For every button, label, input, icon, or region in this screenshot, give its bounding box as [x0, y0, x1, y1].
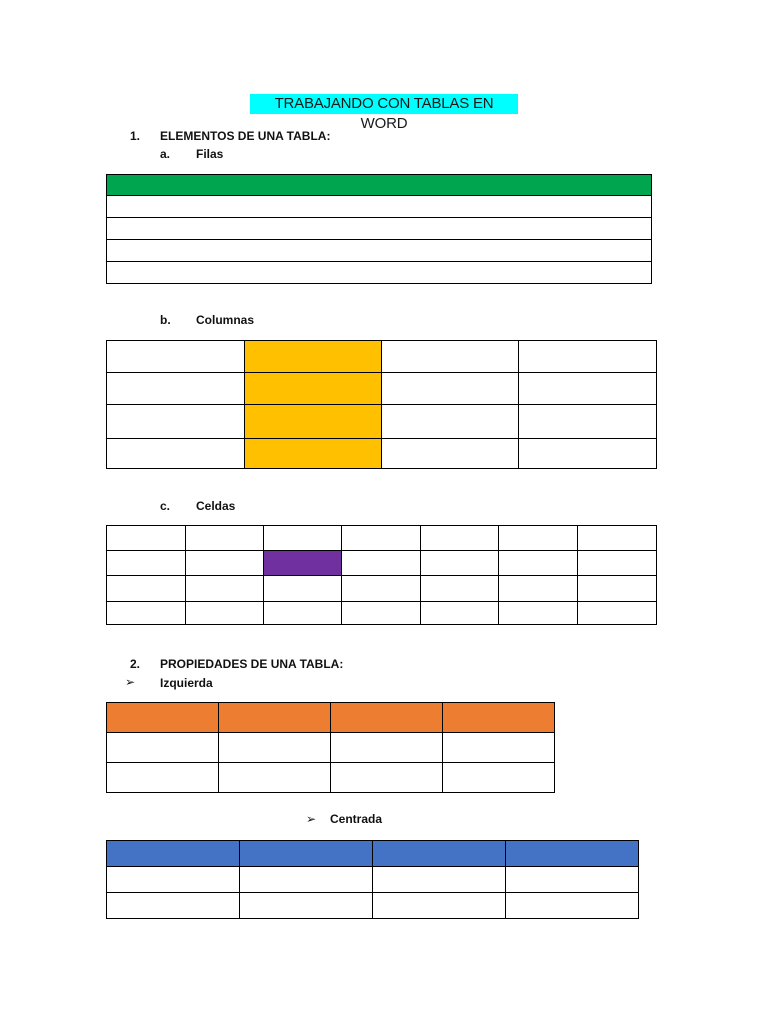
highlighted-column-cell	[245, 439, 382, 469]
highlighted-column-cell	[245, 373, 382, 405]
table-cell	[240, 893, 373, 919]
table-cell	[499, 526, 578, 551]
rows-header-row	[107, 175, 652, 196]
table-cell	[186, 576, 264, 602]
highlighted-cell	[264, 551, 342, 576]
table-cell	[373, 867, 506, 893]
table-cell	[342, 551, 421, 576]
table-cell	[264, 602, 342, 625]
columns-table	[106, 340, 657, 469]
table-cell	[443, 763, 555, 793]
left-aligned-table	[106, 702, 555, 793]
center-aligned-table	[106, 840, 639, 919]
table-cell	[240, 867, 373, 893]
table-cell	[443, 733, 555, 763]
table-cell	[186, 526, 264, 551]
section-2-number: 2.	[130, 657, 141, 671]
table-cell	[519, 373, 657, 405]
table-cell	[421, 551, 499, 576]
section-2-heading: PROPIEDADES DE UNA TABLA:	[160, 657, 344, 671]
highlighted-column-cell	[245, 405, 382, 439]
table-cell	[519, 405, 657, 439]
table-cell	[107, 439, 245, 469]
table-cell	[342, 602, 421, 625]
table-cell	[578, 526, 657, 551]
table-cell	[107, 733, 219, 763]
table-cell	[382, 439, 519, 469]
table-cell	[107, 373, 245, 405]
table-cell	[342, 526, 421, 551]
table-cell	[107, 341, 245, 373]
section-1-number: 1.	[130, 129, 141, 143]
table-cell	[186, 602, 264, 625]
table-cell	[382, 405, 519, 439]
table-cell	[342, 576, 421, 602]
item-center-label: Centrada	[330, 812, 383, 826]
header-cell	[107, 841, 240, 867]
header-cell	[506, 841, 639, 867]
table-cell	[107, 551, 186, 576]
item-a-letter: a.	[160, 147, 171, 161]
header-cell	[107, 703, 219, 733]
table-row	[107, 240, 652, 262]
table-row	[107, 218, 652, 240]
item-c-label: Celdas	[196, 499, 236, 513]
table-cell	[107, 405, 245, 439]
cells-table	[106, 525, 657, 625]
table-cell	[219, 763, 331, 793]
table-cell	[107, 526, 186, 551]
table-cell	[382, 373, 519, 405]
table-row	[107, 262, 652, 284]
header-cell	[331, 703, 443, 733]
table-cell	[499, 602, 578, 625]
header-cell	[443, 703, 555, 733]
arrow-bullet-icon: ➢	[125, 675, 136, 689]
table-cell	[519, 439, 657, 469]
table-cell	[331, 763, 443, 793]
table-cell	[578, 602, 657, 625]
item-c-letter: c.	[160, 499, 171, 513]
table-cell	[107, 602, 186, 625]
rows-table	[106, 174, 652, 284]
table-cell	[421, 602, 499, 625]
table-cell	[264, 576, 342, 602]
table-cell	[421, 526, 499, 551]
item-b-label: Columnas	[196, 313, 255, 327]
item-a-label: Filas	[196, 147, 224, 161]
table-cell	[578, 576, 657, 602]
highlighted-column-cell	[245, 341, 382, 373]
table-cell	[506, 893, 639, 919]
header-cell	[219, 703, 331, 733]
table-cell	[186, 551, 264, 576]
table-cell	[506, 867, 639, 893]
table-row	[107, 196, 652, 218]
table-cell	[499, 576, 578, 602]
page-title: TRABAJANDO CON TABLAS EN WORD	[250, 94, 518, 114]
header-cell	[373, 841, 506, 867]
arrow-bullet-icon: ➢	[306, 812, 317, 826]
table-cell	[107, 763, 219, 793]
table-cell	[219, 733, 331, 763]
table-cell	[499, 551, 578, 576]
table-cell	[421, 576, 499, 602]
header-cell	[240, 841, 373, 867]
table-cell	[382, 341, 519, 373]
table-cell	[107, 893, 240, 919]
item-b-letter: b.	[160, 313, 171, 327]
table-cell	[578, 551, 657, 576]
item-left-label: Izquierda	[160, 676, 213, 690]
table-cell	[264, 526, 342, 551]
table-cell	[519, 341, 657, 373]
table-cell	[331, 733, 443, 763]
table-cell	[107, 576, 186, 602]
table-cell	[107, 867, 240, 893]
section-1-heading: ELEMENTOS DE UNA TABLA:	[160, 129, 331, 143]
table-cell	[373, 893, 506, 919]
